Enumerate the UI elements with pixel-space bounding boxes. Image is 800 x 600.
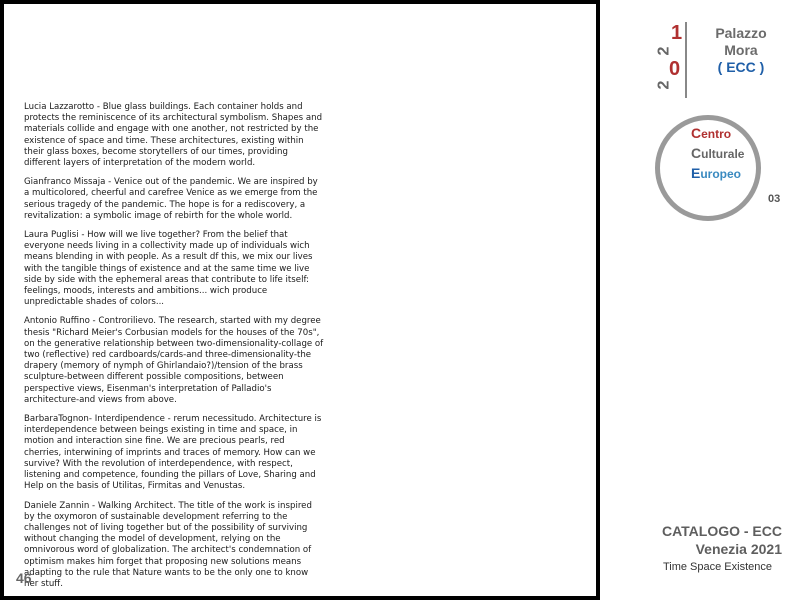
catalog-location-year: Venezia 2021 xyxy=(695,541,782,557)
logo-text-centro: entro xyxy=(701,127,732,141)
paragraph-missaja: Gianfranco Missaja - Venice out of the pandemic. We are inspired by a multicolored, cheerful and carefree Venice as we emerge from the serious tragedy of the pandemic. The hope is for a rediscovery, a revitalization: a symbolic image of rebirth for the whole world. xyxy=(24,177,318,221)
artist-descriptions xyxy=(24,102,324,598)
logo-initial-c1: C xyxy=(691,125,702,141)
paragraph-ruffino: Antonio Ruffino - Controrilievo. The research, started with my degree thesis "Richard Meier's Corbusian models for the houses of the 70s", on the generative relationship between two-dimensionality-collage of two (reflective) red cardboards/cards-and three-dimensionality-the drapery (memory of nymph of Ghirlandaio?)/tension of the brass sculpture-between different possible compositions, between perspective views, Eisenman's interpretation of Palladio's architecture-and views from above. xyxy=(24,316,324,405)
year-divider xyxy=(685,22,687,98)
logo-initial-e: E xyxy=(691,165,701,181)
catalog-title: CATALOGO - ECC xyxy=(661,523,782,539)
logo-line-europeo xyxy=(691,165,741,181)
paragraph-tognon: BarbaraTognon- Interdipendence - rerum necessitudo. Architecture is interdependence between beings existing in time and space, in motion and interaction sine fine. We are precious pearls, red cherries, interwining of imprints and traces of memory. How can we survive? With the revolution of interdependence, with respect, listening and competence, founding the pillars of Love, Sharing and Help on the basis of Utilitas, Firmitas and Venustas. xyxy=(24,414,322,492)
page-number: 46 xyxy=(16,570,32,586)
year-digit-0: 0 xyxy=(669,58,681,80)
logo-line-centro xyxy=(691,125,731,141)
paragraph-puglisi: Laura Puglisi - How will we live together? From the belief that everyone needs living in a collectivity made up of individuals wich means blending in with people. As a result df this, we mix our lives with the tangible things of existence and at the same time we live side by side with the ephemeral areas that contribute to life itself: feelings, moods, interests and ambitions... wich produce unpredictable shades of colors... xyxy=(24,230,313,308)
palazzo-mora-label xyxy=(696,25,786,76)
logo-text-culturale: ulturale xyxy=(701,147,745,161)
palazzo-line3: ( ECC ) xyxy=(717,59,765,75)
year-digit-1: 1 xyxy=(671,22,683,44)
paragraph-lazzarotto: Lucia Lazzarotto - Blue glass buildings. Each container holds and protects the reminiscence of its architectural symbolism. Shapes and materials collide and engage with one another, not restricted by the existence of space and time. These architectures, existing within their glass boxes, become storytellers of our times, providing different layers of interpretation of the modern world. xyxy=(24,102,323,169)
paragraph-zannin: Daniele Zannin - Walking Architect. The title of the work is inspired by the oxymoron of sustainable development referring to the challenges not of living together but of the possibility of surviving without changing the model of development, relying on the omnivorous word of globalization. The architect's condemnation of optimism makes him forget that proposing new solutions means adapting to the rule that Nature wants to be the only one to know her stuff. xyxy=(24,500,312,589)
catalog-label xyxy=(640,522,782,576)
catalog-subtitle: Time Space Existence xyxy=(662,561,772,573)
side-number: 03 xyxy=(768,193,781,205)
palazzo-line1: Palazzo xyxy=(715,25,767,41)
logo-line-culturale xyxy=(691,145,744,161)
logo-initial-c2: C xyxy=(691,145,702,161)
year-digit-2b: 2 xyxy=(655,80,673,90)
logo-text-europeo: uropeo xyxy=(700,167,742,181)
year-digit-2a: 2 xyxy=(655,46,673,56)
palazzo-line2: Mora xyxy=(724,42,758,58)
